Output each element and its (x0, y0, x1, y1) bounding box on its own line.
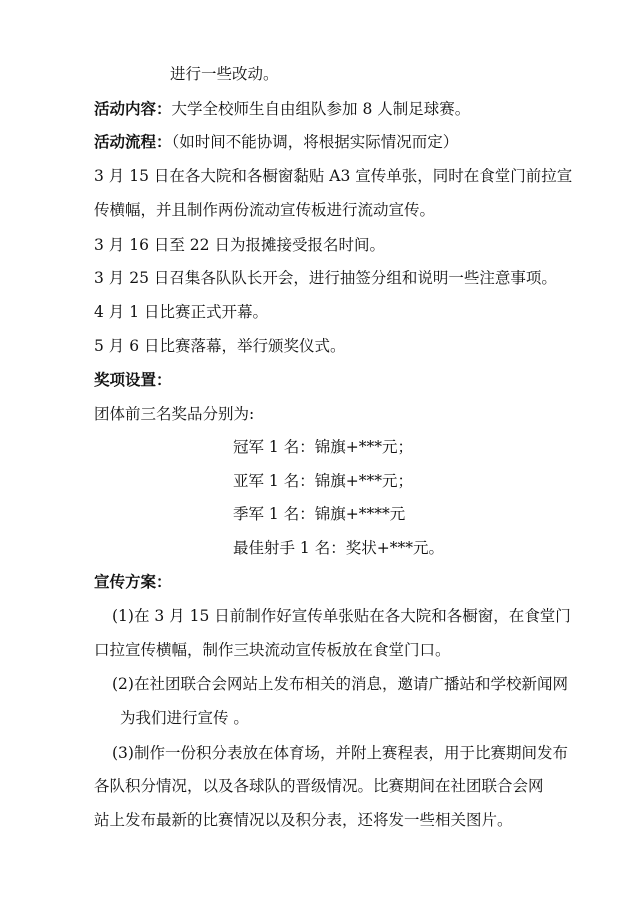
promotion-heading: 宣传方案： (94, 572, 172, 591)
activity-content-text: 大学全校师生自由组队参加 8 人制足球赛。 (171, 100, 471, 118)
promotion-item-1-line-1: (1)在 3 月 15 日前制作好宣传单张贴在各大院和各橱窗，在食堂门 (112, 607, 571, 625)
activity-content-label: 活动内容： (94, 99, 172, 118)
promotion-item-2-line-1: (2)在社团联合会网站上发布相关的消息，邀请广播站和学校新闻网 (112, 675, 568, 693)
promotion-item-3-line-2: 各队积分情况，以及各球队的晋级情况。比赛期间在社团联合会网 (94, 777, 544, 795)
activity-content-paragraph (94, 99, 470, 119)
promotion-item-1-line-2: 口拉宣传横幅，制作三块流动宣传板放在食堂门口。 (94, 641, 451, 659)
promotion-item-3-line-3: 站上发布最新的比赛情况以及积分表，还将发一些相关图片。 (94, 811, 513, 829)
award-item-2: 亚军 1 名：锦旗+***元； (233, 472, 413, 490)
promotion-item-2-line-2: 为我们进行宣传 。 (120, 709, 249, 727)
flow-step-2: 3 月 16 日至 22 日为报摊接受报名时间。 (94, 236, 385, 254)
awards-heading: 奖项设置： (94, 370, 172, 389)
flow-step-1-line-1: 3 月 15 日在各大院和各橱窗黏贴 A3 宣传单张，同时在食堂门前拉宣 (94, 167, 573, 185)
award-item-1: 冠军 1 名：锦旗+***元； (233, 438, 413, 456)
flow-step-3: 3 月 25 日召集各队队长开会，进行抽签分组和说明一些注意事项。 (94, 269, 557, 287)
activity-flow-note: （如时间不能协调，将根据实际情况而定） (171, 133, 459, 151)
activity-flow-label: 活动流程： (94, 132, 172, 151)
flow-step-5: 5 月 6 日比赛落幕，举行颁奖仪式。 (94, 337, 346, 355)
awards-intro: 团体前三名奖品分别为: (94, 405, 255, 423)
flow-step-4: 4 月 1 日比赛正式开幕。 (94, 303, 269, 321)
activity-flow-paragraph (94, 132, 458, 152)
intro-continuation: 进行一些改动。 (170, 65, 279, 83)
promotion-item-3-line-1: (3)制作一份积分表放在体育场，并附上赛程表，用于比赛期间发布 (112, 744, 568, 762)
flow-step-1-line-2: 传横幅，并且制作两份流动宣传板进行流动宣传。 (94, 201, 436, 219)
award-item-4: 最佳射手 1 名：奖状+***元。 (233, 539, 444, 557)
award-item-3: 季军 1 名：锦旗+****元 (233, 505, 406, 523)
